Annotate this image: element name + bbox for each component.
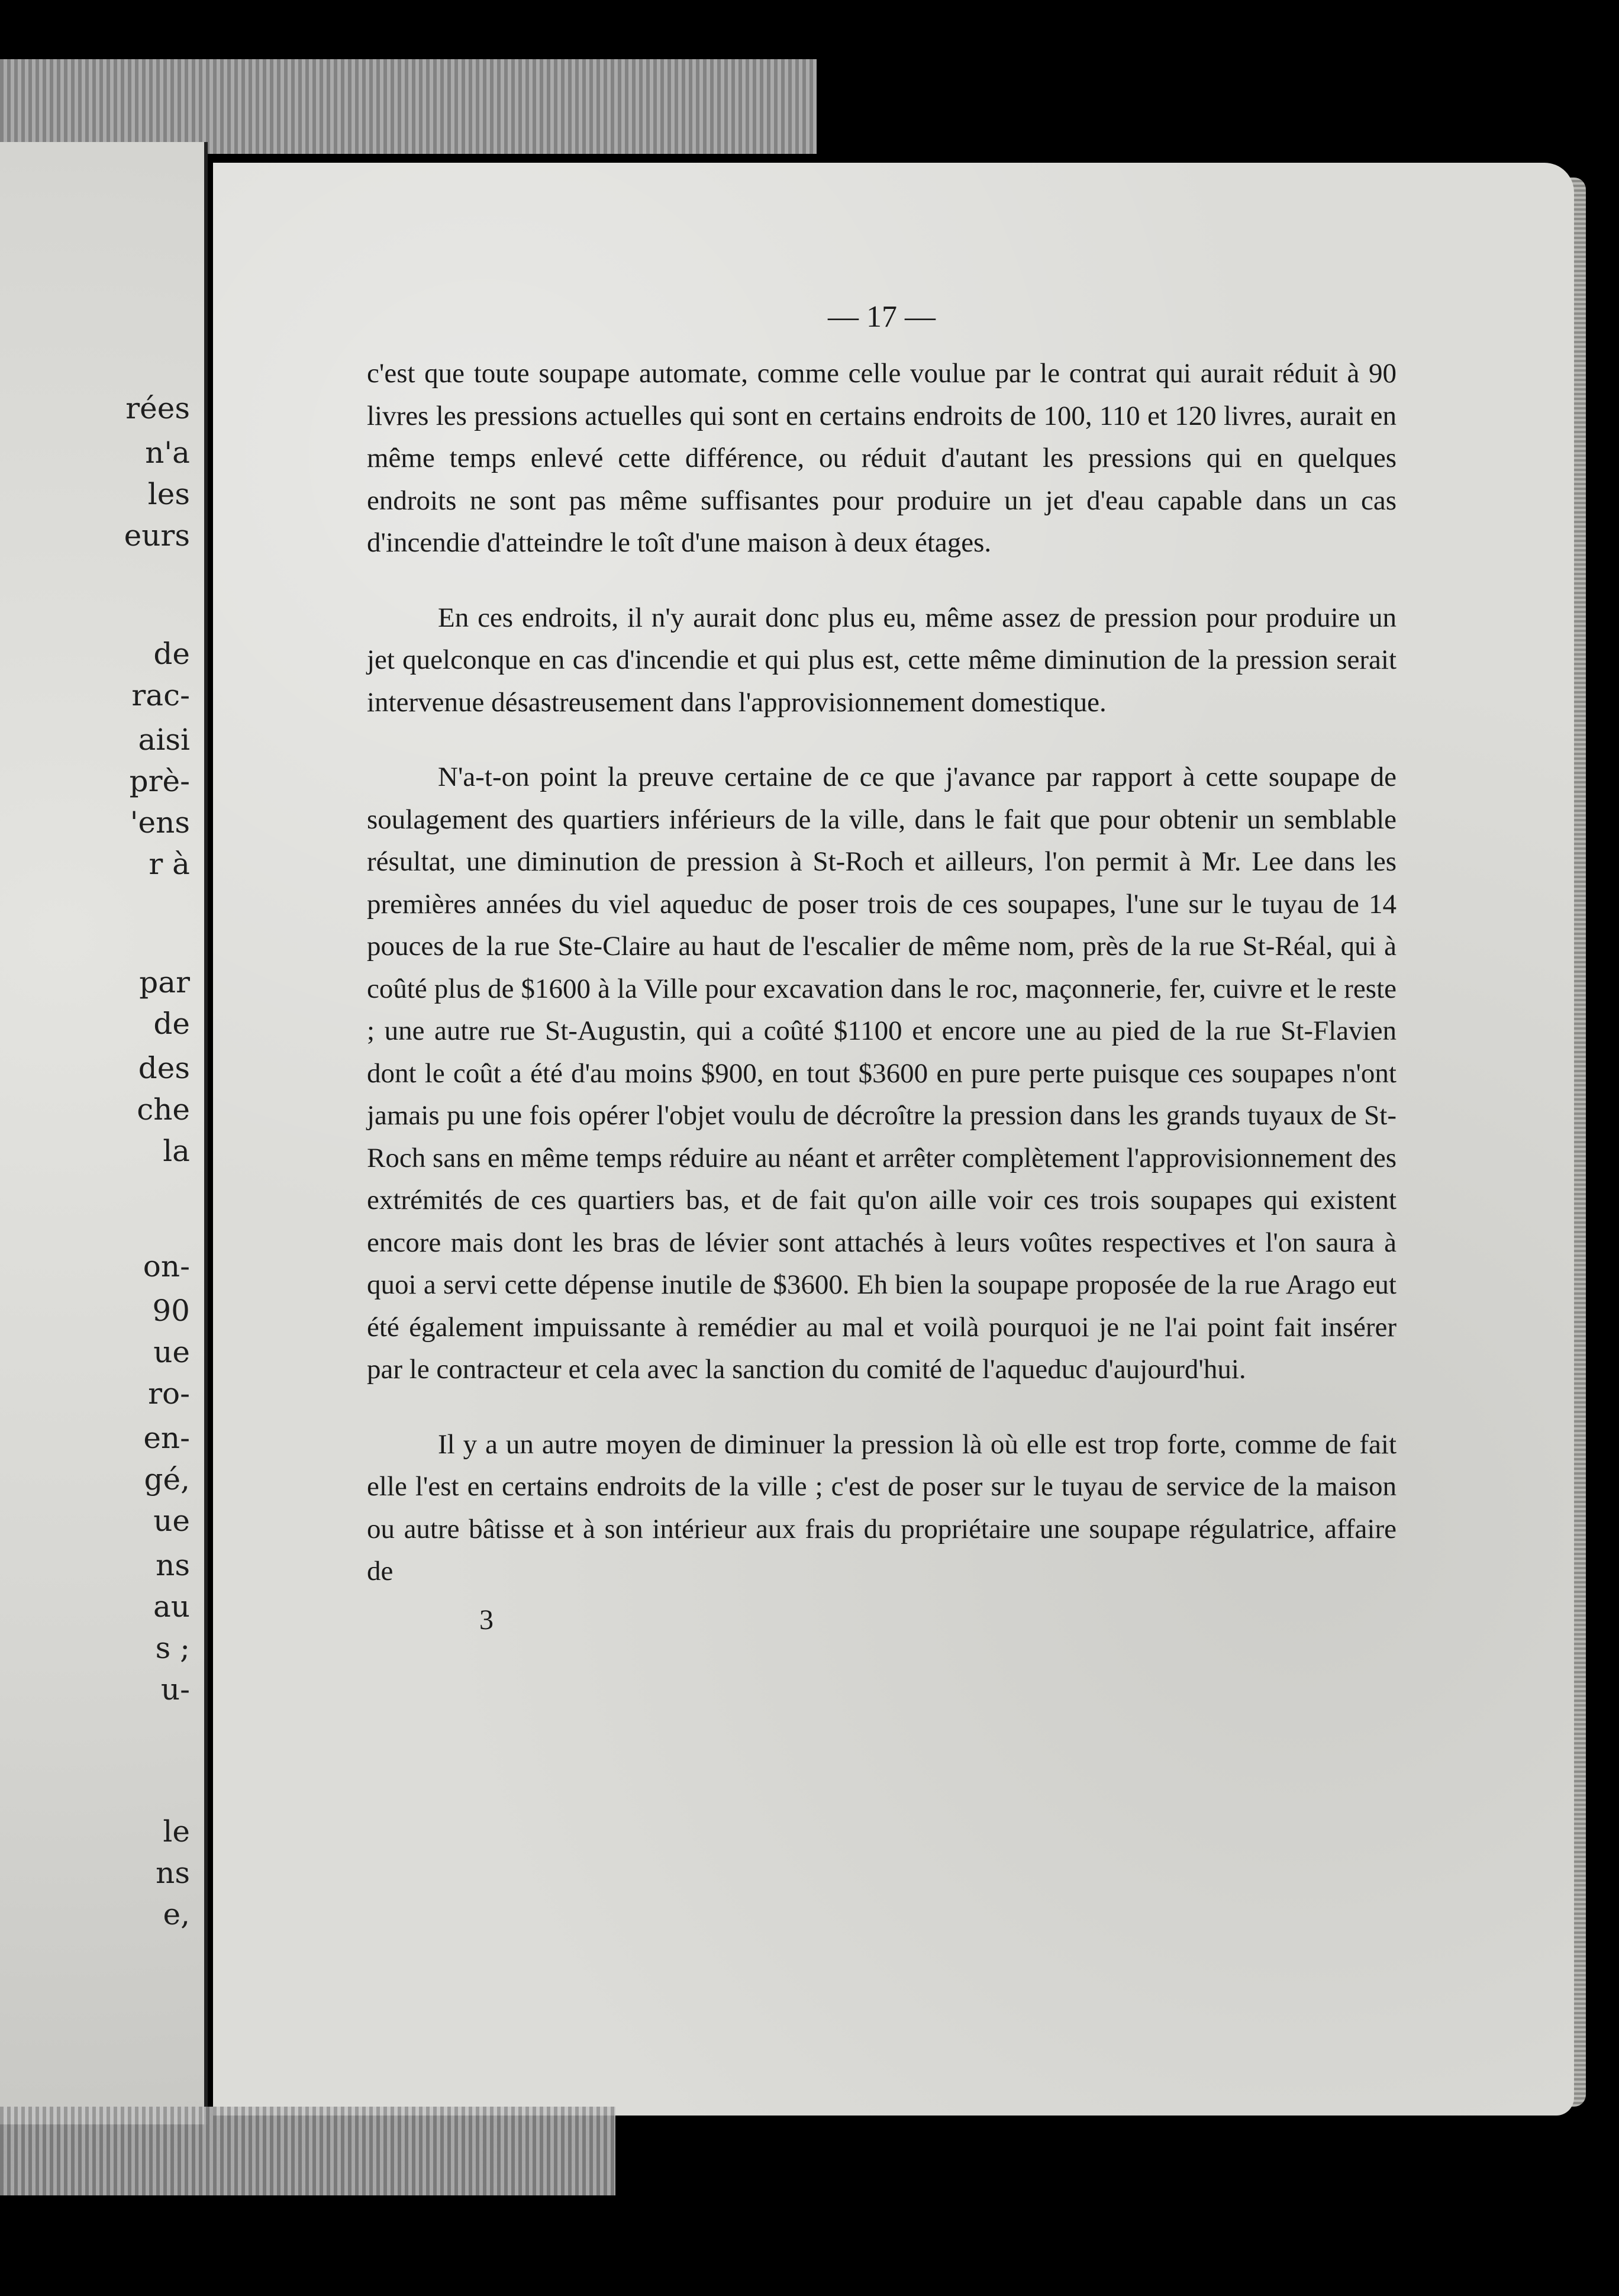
left-line-fragment: rac- — [131, 678, 190, 712]
left-line-fragment: r à — [149, 847, 190, 881]
left-line-fragment: e, — [163, 1897, 190, 1931]
paragraph: En ces endroits, il n'y aurait donc plus eu, même assez de pression pour produire un jet quelconque en cas d'incendie et qui plus est, cette même diminution de la pression serait intervenue désastreusement dans l'approvisionnement domestique. — [367, 602, 1397, 718]
left-line-fragment: 'ens — [130, 805, 190, 840]
left-line-fragment: gé, — [144, 1462, 190, 1497]
left-line-fragment: aisi — [138, 723, 190, 757]
binding-strip-top — [0, 59, 817, 154]
right-page — [213, 163, 1574, 2116]
left-line-fragment: rées — [125, 391, 190, 425]
left-line-fragment: on- — [143, 1249, 190, 1284]
left-line-fragment: en- — [143, 1421, 190, 1455]
left-line-fragment: che — [137, 1092, 190, 1127]
left-line-fragment: des — [138, 1051, 190, 1085]
left-line-fragment: la — [163, 1134, 190, 1168]
left-line-fragment: 90 — [152, 1294, 190, 1328]
left-page-fragment — [0, 142, 208, 2124]
left-line-fragment: ro- — [148, 1376, 190, 1411]
left-line-fragment: au — [153, 1589, 190, 1624]
left-line-fragment: ue — [153, 1504, 190, 1538]
left-line-fragment: eurs — [124, 518, 190, 553]
left-line-fragment: u- — [160, 1672, 190, 1707]
left-line-fragment: ns — [156, 1548, 190, 1582]
paragraph: Il y a un autre moyen de diminuer la pression là où elle est trop forte, comme de fait elle l'est en certains endroits de la ville ; c'est de poser sur le tuyau de service de la maison ou autre bâtisse et à son intérieur aux frais du propriétaire une soupape régulatrice, affaire de — [367, 1428, 1397, 1586]
page-number: — 17 — — [828, 300, 936, 334]
left-line-fragment: par — [139, 965, 190, 999]
signature-mark: 3 — [479, 1604, 494, 1636]
left-line-fragment: les — [147, 477, 190, 511]
left-line-fragment: prè- — [129, 764, 190, 798]
left-line-fragment: de — [153, 1007, 190, 1041]
left-line-fragment: n'a — [145, 436, 190, 470]
page-text — [367, 296, 1397, 1641]
left-line-fragment: ns — [156, 1856, 190, 1890]
left-line-fragment: de — [153, 637, 190, 671]
left-line-fragment: ue — [153, 1335, 190, 1369]
left-line-fragment: le — [163, 1814, 190, 1849]
paragraph: c'est que toute soupape automate, comme celle voulue par le contrat qui aurait réduit à 90 livres les pressions actuelles qui sont en certains endroits de 100, 110 et 120 livres, aurait en même temps enlevé cette différence, ou réduit d'autant les pressions qui en quelques endroits ne sont pas même suffisantes pour produire un jet d'eau capable dans un cas d'incendie d'atteindre le toît d'une maison à deux étages. — [367, 358, 1397, 558]
paragraph: N'a-t-on point la preuve certaine de ce que j'avance par rapport à cette soupape de soulagement des quartiers inférieurs de la ville, dans le fait que pour obtenir un semblable résultat, une diminution de pression à St-Roch et ailleurs, l'on permit à Mr. Lee dans les premières années du viel aqueduc de poser trois de ces soupapes, l'une sur le tuyau de 14 pouces de la rue Ste-Claire au haut de l'escalier de même nom, près de la rue St-Réal, qui à coûté plus de $1600 à la Ville pour excavation dans le roc, maçonnerie, fer, cuivre et le reste ; une autre rue St-Augustin, qui a coûté $1100 et encore une au pied de la rue St-Flavien dont le coût a été d'au moins $900, en tout $3600 en pure perte puisque ces soupapes n'ont jamais pu une fois opérer l'objet voulu de décroître la pression dans les grands tuyaux de St-Roch sans en même temps réduire au néant et arrêter complètement l'approvisionnement des extrémités de ces quartiers bas, et de fait qu'on aille voir ces trois soupapes qui existent encore mais dont les bras de lévier sont attachés à leurs voûtes respectives et l'on saura à quoi a servi cette dépense inutile de $3600. Eh bien la soupape proposée de la rue Arago eut été également impuissante à remédier au mal et voilà pourquoi je ne l'ai point fait insérer par le contracteur et cela avec la sanction du comité de l'aqueduc d'aujourd'hui. — [367, 762, 1397, 1385]
binding-strip-bottom — [0, 2107, 615, 2195]
left-line-fragment: s ; — [155, 1631, 190, 1665]
